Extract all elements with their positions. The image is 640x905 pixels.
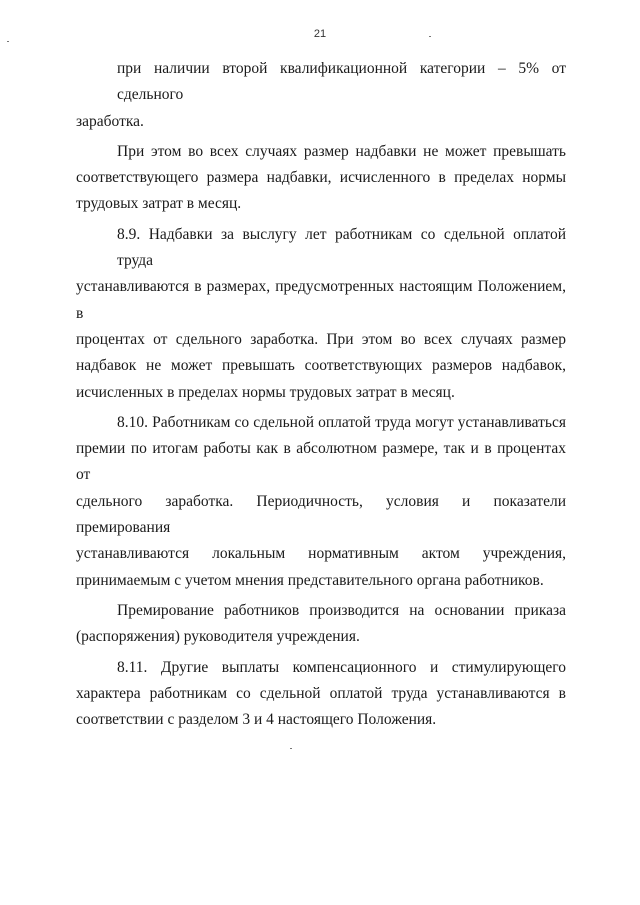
- text-line: при наличии второй квалификационной категории – 5% от сдельного: [117, 60, 566, 104]
- paragraph-qualification-category: [76, 56, 566, 135]
- text-line: (распоряжения) руководителя учреждения.: [76, 628, 360, 646]
- text-line: Премирование работников производится на основании приказа: [117, 601, 566, 619]
- text-line: процентах от сдельного заработка. При этом во всех случаях размер: [76, 330, 566, 348]
- paragraph-bonus-order: [76, 598, 566, 651]
- paragraph-8-9: [76, 222, 566, 406]
- text-line: 8.11. Другие выплаты компенсационного и стимулирующего: [117, 658, 566, 676]
- scan-speck: [290, 748, 292, 749]
- page-number: 21: [313, 28, 327, 40]
- scan-speck: [429, 36, 431, 37]
- text-line: премии по итогам работы как в абсолютном размере, так и в процентах от: [76, 440, 566, 484]
- text-line: трудовых затрат в месяц.: [76, 195, 242, 213]
- document-body: [76, 56, 566, 733]
- text-line: 8.9. Надбавки за выслугу лет работникам со сдельной оплатой труда: [117, 225, 566, 270]
- text-line: сдельного заработка. Периодичность, условия и показатели премирования: [76, 492, 566, 537]
- text-line: характера работникам со сдельной оплатой труда устанавливаются в: [76, 684, 566, 702]
- text-line: устанавливаются в размерах, предусмотренных настоящим Положением, в: [76, 278, 566, 322]
- scan-speck: [7, 41, 9, 42]
- paragraph-8-10: [76, 410, 566, 594]
- text-line: соответствующего размера надбавки, исчисленного в пределах нормы: [76, 169, 566, 187]
- text-line: соответствии с разделом 3 и 4 настоящего Положения.: [76, 711, 437, 729]
- text-line: При этом во всех случаях размер надбавки не может превышать: [117, 142, 566, 160]
- paragraph-8-11: [76, 655, 566, 734]
- text-line: принимаемым с учетом мнения представительного органа работников.: [76, 571, 544, 589]
- text-line: устанавливаются локальным нормативным актом учреждения,: [76, 545, 566, 563]
- text-line: 8.10. Работникам со сдельной оплатой труда могут устанавливаться: [117, 413, 566, 431]
- text-line: заработка.: [76, 112, 144, 130]
- text-line: надбавок не может превышать соответствующих размеров надбавок,: [76, 357, 566, 375]
- text-line: исчисленных в пределах нормы трудовых затрат в месяц.: [76, 383, 455, 401]
- paragraph-bonus-limit: [76, 139, 566, 218]
